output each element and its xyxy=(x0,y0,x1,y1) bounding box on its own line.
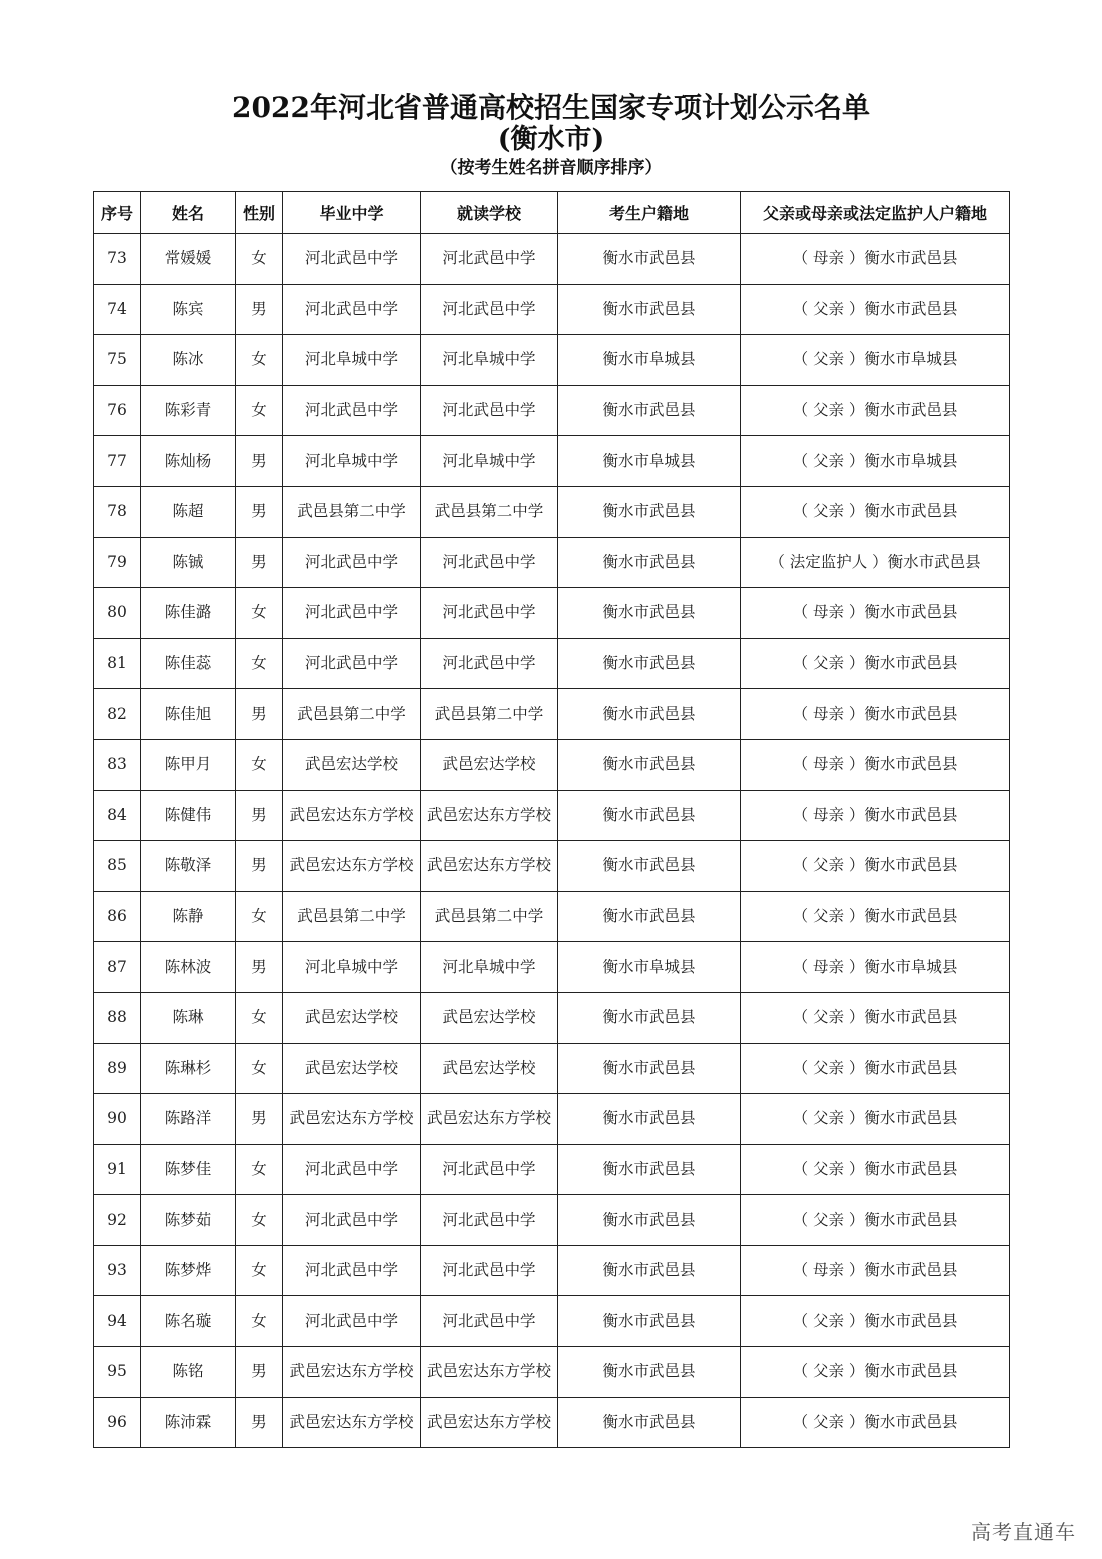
cell-serial: 94 xyxy=(94,1296,141,1347)
cell-name: 陈铖 xyxy=(141,537,236,588)
cell-guardian-registration: （ 父亲 ）衡水市武邑县 xyxy=(741,486,1010,537)
cell-name: 陈超 xyxy=(141,486,236,537)
cell-name: 陈佳蕊 xyxy=(141,638,236,689)
cell-serial: 81 xyxy=(94,638,141,689)
cell-name: 陈路洋 xyxy=(141,1094,236,1145)
table-row xyxy=(94,942,1010,993)
cell-current-school: 河北武邑中学 xyxy=(421,1144,558,1195)
table-row xyxy=(94,1195,1010,1246)
cell-name: 陈林波 xyxy=(141,942,236,993)
cell-household-registration: 衡水市武邑县 xyxy=(558,1347,741,1398)
cell-household-registration: 衡水市武邑县 xyxy=(558,1144,741,1195)
table-header-row xyxy=(94,192,1010,234)
cell-name: 陈彩青 xyxy=(141,385,236,436)
cell-serial: 90 xyxy=(94,1094,141,1145)
cell-serial: 89 xyxy=(94,1043,141,1094)
cell-gender: 男 xyxy=(236,284,283,335)
cell-serial: 74 xyxy=(94,284,141,335)
cell-name: 常媛媛 xyxy=(141,234,236,285)
cell-current-school: 武邑宏达东方学校 xyxy=(421,841,558,892)
cell-serial: 86 xyxy=(94,891,141,942)
table-row xyxy=(94,537,1010,588)
cell-current-school: 河北阜城中学 xyxy=(421,335,558,386)
cell-gender: 女 xyxy=(236,588,283,639)
cell-graduated-school: 河北武邑中学 xyxy=(283,1144,421,1195)
cell-current-school: 武邑宏达东方学校 xyxy=(421,1397,558,1448)
cell-current-school: 河北武邑中学 xyxy=(421,588,558,639)
cell-guardian-registration: （ 父亲 ）衡水市武邑县 xyxy=(741,1296,1010,1347)
cell-gender: 男 xyxy=(236,689,283,740)
cell-household-registration: 衡水市武邑县 xyxy=(558,739,741,790)
cell-name: 陈甲月 xyxy=(141,739,236,790)
cell-name: 陈沛霖 xyxy=(141,1397,236,1448)
cell-gender: 女 xyxy=(236,638,283,689)
cell-gender: 男 xyxy=(236,1347,283,1398)
cell-gender: 男 xyxy=(236,436,283,487)
cell-guardian-registration: （ 父亲 ）衡水市武邑县 xyxy=(741,841,1010,892)
cell-name: 陈灿杨 xyxy=(141,436,236,487)
cell-household-registration: 衡水市武邑县 xyxy=(558,234,741,285)
cell-name: 陈冰 xyxy=(141,335,236,386)
cell-guardian-registration: （ 父亲 ）衡水市武邑县 xyxy=(741,1094,1010,1145)
cell-graduated-school: 武邑宏达东方学校 xyxy=(283,790,421,841)
cell-current-school: 河北武邑中学 xyxy=(421,1245,558,1296)
table-row xyxy=(94,1397,1010,1448)
cell-guardian-registration: （ 母亲 ）衡水市阜城县 xyxy=(741,942,1010,993)
cell-graduated-school: 武邑宏达东方学校 xyxy=(283,1347,421,1398)
cell-household-registration: 衡水市武邑县 xyxy=(558,638,741,689)
cell-serial: 91 xyxy=(94,1144,141,1195)
cell-guardian-registration: （ 法定监护人 ）衡水市武邑县 xyxy=(741,537,1010,588)
cell-household-registration: 衡水市武邑县 xyxy=(558,992,741,1043)
cell-guardian-registration: （ 母亲 ）衡水市武邑县 xyxy=(741,790,1010,841)
cell-name: 陈佳旭 xyxy=(141,689,236,740)
cell-current-school: 河北阜城中学 xyxy=(421,942,558,993)
cell-name: 陈静 xyxy=(141,891,236,942)
cell-name: 陈琳 xyxy=(141,992,236,1043)
cell-serial: 82 xyxy=(94,689,141,740)
table-row xyxy=(94,234,1010,285)
cell-serial: 95 xyxy=(94,1347,141,1398)
cell-gender: 女 xyxy=(236,1296,283,1347)
cell-current-school: 武邑宏达学校 xyxy=(421,739,558,790)
cell-name: 陈宾 xyxy=(141,284,236,335)
cell-graduated-school: 武邑宏达东方学校 xyxy=(283,841,421,892)
cell-gender: 女 xyxy=(236,739,283,790)
cell-gender: 女 xyxy=(236,992,283,1043)
cell-serial: 84 xyxy=(94,790,141,841)
cell-serial: 78 xyxy=(94,486,141,537)
cell-guardian-registration: （ 父亲 ）衡水市武邑县 xyxy=(741,1043,1010,1094)
cell-serial: 92 xyxy=(94,1195,141,1246)
cell-serial: 80 xyxy=(94,588,141,639)
cell-household-registration: 衡水市武邑县 xyxy=(558,1245,741,1296)
table-row xyxy=(94,638,1010,689)
cell-guardian-registration: （ 父亲 ）衡水市武邑县 xyxy=(741,638,1010,689)
table-row xyxy=(94,739,1010,790)
cell-household-registration: 衡水市武邑县 xyxy=(558,1296,741,1347)
cell-guardian-registration: （ 母亲 ）衡水市武邑县 xyxy=(741,739,1010,790)
cell-household-registration: 衡水市武邑县 xyxy=(558,790,741,841)
cell-guardian-registration: （ 父亲 ）衡水市武邑县 xyxy=(741,992,1010,1043)
table-row xyxy=(94,284,1010,335)
cell-graduated-school: 武邑县第二中学 xyxy=(283,486,421,537)
page-title: 2022年河北省普通高校招生国家专项计划公示名单 xyxy=(232,91,870,124)
cell-graduated-school: 武邑县第二中学 xyxy=(283,689,421,740)
cell-household-registration: 衡水市武邑县 xyxy=(558,1397,741,1448)
cell-graduated-school: 武邑宏达学校 xyxy=(283,992,421,1043)
cell-gender: 男 xyxy=(236,841,283,892)
table-row xyxy=(94,689,1010,740)
header-graduated-school: 毕业中学 xyxy=(283,192,421,234)
header-name: 姓名 xyxy=(141,192,236,234)
cell-serial: 87 xyxy=(94,942,141,993)
cell-guardian-registration: （ 母亲 ）衡水市武邑县 xyxy=(741,689,1010,740)
cell-serial: 77 xyxy=(94,436,141,487)
cell-graduated-school: 武邑宏达东方学校 xyxy=(283,1397,421,1448)
cell-gender: 女 xyxy=(236,234,283,285)
cell-current-school: 武邑县第二中学 xyxy=(421,689,558,740)
cell-graduated-school: 武邑宏达东方学校 xyxy=(283,1094,421,1145)
cell-current-school: 武邑宏达东方学校 xyxy=(421,1347,558,1398)
cell-household-registration: 衡水市武邑县 xyxy=(558,385,741,436)
header-gender: 性别 xyxy=(236,192,283,234)
cell-graduated-school: 武邑宏达学校 xyxy=(283,1043,421,1094)
cell-graduated-school: 河北武邑中学 xyxy=(283,234,421,285)
cell-serial: 79 xyxy=(94,537,141,588)
cell-graduated-school: 河北武邑中学 xyxy=(283,537,421,588)
cell-current-school: 武邑县第二中学 xyxy=(421,486,558,537)
cell-guardian-registration: （ 母亲 ）衡水市武邑县 xyxy=(741,1245,1010,1296)
table-row xyxy=(94,1347,1010,1398)
header-current-school: 就读学校 xyxy=(421,192,558,234)
table-row xyxy=(94,1144,1010,1195)
table-row xyxy=(94,335,1010,386)
cell-household-registration: 衡水市武邑县 xyxy=(558,1043,741,1094)
cell-serial: 93 xyxy=(94,1245,141,1296)
cell-current-school: 河北武邑中学 xyxy=(421,234,558,285)
cell-current-school: 武邑宏达学校 xyxy=(421,1043,558,1094)
cell-current-school: 河北武邑中学 xyxy=(421,284,558,335)
cell-graduated-school: 武邑宏达学校 xyxy=(283,739,421,790)
source-watermark: 高考直通车 xyxy=(971,1520,1076,1544)
cell-household-registration: 衡水市阜城县 xyxy=(558,335,741,386)
cell-household-registration: 衡水市阜城县 xyxy=(558,436,741,487)
cell-gender: 女 xyxy=(236,891,283,942)
table-row xyxy=(94,992,1010,1043)
cell-gender: 女 xyxy=(236,1195,283,1246)
cell-household-registration: 衡水市武邑县 xyxy=(558,486,741,537)
cell-guardian-registration: （ 母亲 ）衡水市武邑县 xyxy=(741,234,1010,285)
cell-guardian-registration: （ 父亲 ）衡水市武邑县 xyxy=(741,891,1010,942)
table-row xyxy=(94,385,1010,436)
cell-household-registration: 衡水市阜城县 xyxy=(558,942,741,993)
cell-gender: 男 xyxy=(236,790,283,841)
cell-current-school: 武邑县第二中学 xyxy=(421,891,558,942)
cell-guardian-registration: （ 父亲 ）衡水市武邑县 xyxy=(741,1195,1010,1246)
cell-gender: 女 xyxy=(236,1144,283,1195)
cell-current-school: 武邑宏达学校 xyxy=(421,992,558,1043)
cell-graduated-school: 河北武邑中学 xyxy=(283,588,421,639)
cell-household-registration: 衡水市武邑县 xyxy=(558,891,741,942)
cell-graduated-school: 武邑县第二中学 xyxy=(283,891,421,942)
cell-household-registration: 衡水市武邑县 xyxy=(558,588,741,639)
cell-household-registration: 衡水市武邑县 xyxy=(558,537,741,588)
cell-name: 陈琳杉 xyxy=(141,1043,236,1094)
cell-gender: 男 xyxy=(236,486,283,537)
cell-graduated-school: 河北武邑中学 xyxy=(283,1195,421,1246)
sort-note: （按考生姓名拼音顺序排序） xyxy=(440,158,662,178)
page-subtitle: (衡水市) xyxy=(497,124,605,155)
table-row xyxy=(94,841,1010,892)
cell-name: 陈名璇 xyxy=(141,1296,236,1347)
cell-graduated-school: 河北阜城中学 xyxy=(283,942,421,993)
cell-guardian-registration: （ 父亲 ）衡水市武邑县 xyxy=(741,385,1010,436)
cell-serial: 96 xyxy=(94,1397,141,1448)
cell-serial: 75 xyxy=(94,335,141,386)
cell-current-school: 河北阜城中学 xyxy=(421,436,558,487)
header-household-registration: 考生户籍地 xyxy=(558,192,741,234)
cell-guardian-registration: （ 父亲 ）衡水市武邑县 xyxy=(741,1347,1010,1398)
table-row xyxy=(94,1043,1010,1094)
cell-household-registration: 衡水市武邑县 xyxy=(558,284,741,335)
cell-guardian-registration: （ 父亲 ）衡水市武邑县 xyxy=(741,284,1010,335)
cell-graduated-school: 河北武邑中学 xyxy=(283,284,421,335)
cell-serial: 85 xyxy=(94,841,141,892)
header-serial: 序号 xyxy=(94,192,141,234)
table-row xyxy=(94,486,1010,537)
cell-serial: 83 xyxy=(94,739,141,790)
cell-household-registration: 衡水市武邑县 xyxy=(558,841,741,892)
cell-gender: 女 xyxy=(236,335,283,386)
cell-gender: 女 xyxy=(236,385,283,436)
cell-household-registration: 衡水市武邑县 xyxy=(558,1094,741,1145)
table-row xyxy=(94,436,1010,487)
cell-name: 陈梦佳 xyxy=(141,1144,236,1195)
cell-current-school: 武邑宏达东方学校 xyxy=(421,790,558,841)
cell-gender: 男 xyxy=(236,942,283,993)
cell-guardian-registration: （ 父亲 ）衡水市阜城县 xyxy=(741,436,1010,487)
cell-name: 陈佳潞 xyxy=(141,588,236,639)
cell-serial: 88 xyxy=(94,992,141,1043)
cell-name: 陈梦烨 xyxy=(141,1245,236,1296)
cell-guardian-registration: （ 父亲 ）衡水市武邑县 xyxy=(741,1144,1010,1195)
header-guardian-registration: 父亲或母亲或法定监护人户籍地 xyxy=(741,192,1010,234)
admission-list-table xyxy=(93,191,1010,1448)
cell-name: 陈铭 xyxy=(141,1347,236,1398)
table-row xyxy=(94,1094,1010,1145)
cell-name: 陈敬泽 xyxy=(141,841,236,892)
cell-current-school: 河北武邑中学 xyxy=(421,537,558,588)
cell-graduated-school: 河北武邑中学 xyxy=(283,1245,421,1296)
cell-current-school: 河北武邑中学 xyxy=(421,1195,558,1246)
table-row xyxy=(94,588,1010,639)
cell-serial: 73 xyxy=(94,234,141,285)
cell-gender: 女 xyxy=(236,1245,283,1296)
cell-current-school: 河北武邑中学 xyxy=(421,385,558,436)
cell-guardian-registration: （ 父亲 ）衡水市阜城县 xyxy=(741,335,1010,386)
cell-gender: 男 xyxy=(236,1094,283,1145)
table-row xyxy=(94,1245,1010,1296)
cell-current-school: 河北武邑中学 xyxy=(421,1296,558,1347)
cell-graduated-school: 河北阜城中学 xyxy=(283,335,421,386)
cell-serial: 76 xyxy=(94,385,141,436)
cell-gender: 男 xyxy=(236,537,283,588)
table-row xyxy=(94,891,1010,942)
cell-graduated-school: 河北阜城中学 xyxy=(283,436,421,487)
cell-household-registration: 衡水市武邑县 xyxy=(558,689,741,740)
table-body xyxy=(94,234,1010,1448)
cell-graduated-school: 河北武邑中学 xyxy=(283,638,421,689)
cell-graduated-school: 河北武邑中学 xyxy=(283,1296,421,1347)
cell-graduated-school: 河北武邑中学 xyxy=(283,385,421,436)
cell-guardian-registration: （ 父亲 ）衡水市武邑县 xyxy=(741,1397,1010,1448)
cell-name: 陈梦茹 xyxy=(141,1195,236,1246)
cell-guardian-registration: （ 母亲 ）衡水市武邑县 xyxy=(741,588,1010,639)
cell-name: 陈健伟 xyxy=(141,790,236,841)
cell-current-school: 武邑宏达东方学校 xyxy=(421,1094,558,1145)
cell-gender: 女 xyxy=(236,1043,283,1094)
cell-household-registration: 衡水市武邑县 xyxy=(558,1195,741,1246)
table-row xyxy=(94,1296,1010,1347)
table-row xyxy=(94,790,1010,841)
cell-gender: 男 xyxy=(236,1397,283,1448)
cell-current-school: 河北武邑中学 xyxy=(421,638,558,689)
